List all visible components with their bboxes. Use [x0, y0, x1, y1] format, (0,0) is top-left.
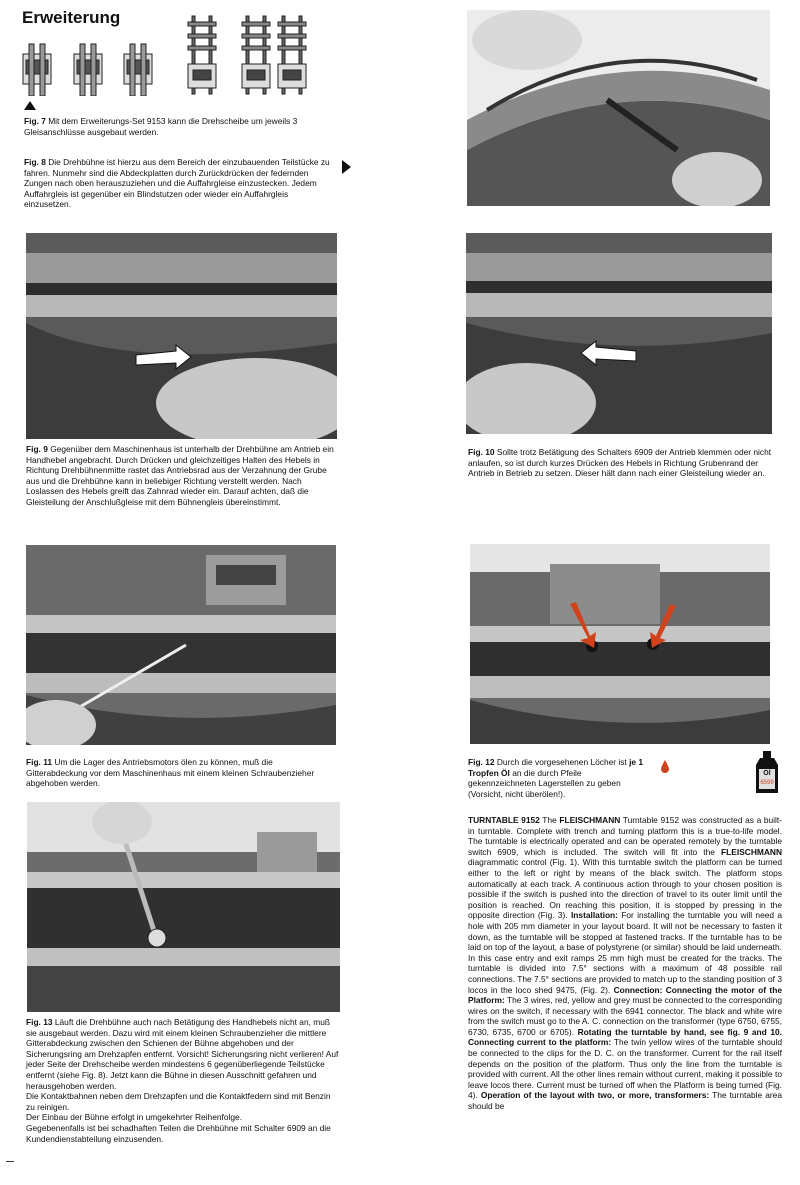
fig11-photo [26, 545, 336, 745]
fig8-caption [24, 157, 336, 210]
english-p5: The 3 wires, red, yellow and grey must be connected to the corresponding wires on the switch, if necessary with the 6941 connector. The black and white wire from the switch must go to the A. C. connection on the transformer (type 6750, 6755, 6730, 6735, 6700 or 6705). [468, 995, 782, 1037]
page-mark [6, 1161, 14, 1162]
fig13-text-a: Läuft die Drehbühne auch nach Betätigung des Handhebels nicht an, muß sie ausgebaut werden. Dazu wird mit einem kleinen Schraubenzieher die mittlere Gitterabdeckung zwischen den Schienen der Bühne abgehoben und der Sicherungsring am Drehzapfen entfernt. Vorsicht! Sicherungsring nicht verlieren! Auf jeder Seite der Drehscheibe werden mindestens 6 gegenüberliegende Teilstücke entfernt (siehe Fig. 8). Jetzt kann die Bühne in diesen Ausschnitt gefahren und herausgehoben werden. [26, 1017, 339, 1091]
fig10-caption [468, 447, 780, 479]
fig9-photo [26, 233, 337, 439]
english-h-conn: Connection: Connecting the motor of the Platform: [468, 984, 782, 1006]
english-h-rot: Rotating the turntable by hand, see fig. 9 and 10. Connecting current to the platform: [468, 1026, 782, 1048]
english-section [468, 815, 782, 1112]
oil-drop-icon [660, 760, 670, 774]
fig12-text-a: Durch die vorgesehenen Löcher ist [496, 757, 627, 767]
fig8-text: Die Drehbühne ist hierzu aus dem Bereich der einzubauenden Teilstücke zu fahren. Nunmehr sind die Abdeckplatten durch Zurückdrücken der federnden Zungen nach oben herauszuziehen und die Auffahrgleise einzustecken. Jedem Auffahrgleis ist gegenüber ein Blindstutzen oder wieder ein Auffahrgleis einzusetzen. [24, 157, 330, 210]
fig11-caption [26, 757, 336, 789]
fig13-text-d: Gegebenenfalls ist bei schadhaften Teilen die Drehbühne mit Schalter 6909 an die Kundendienstabteilung einzusenden. [26, 1122, 331, 1144]
english-p3: diagrammatic control (Fig. 1). With this turntable switch the platform can be turned either to the left or right by means of the black switch. The platform stops automatically at each track. A continuous action through to your chosen position is possible if the switch is pushed into the direction of travel to its outer limit until the position is reached. On reaching this position, it is stopped by pressing in the opposite direction (Fig. 3). [468, 857, 782, 921]
fig13-text-b: Die Kontaktbahnen neben dem Drehzapfen und die Kontaktfedern sind mit Benzin zu reinigen. [26, 1091, 331, 1112]
fig10-photo [466, 233, 772, 434]
fig13-caption [26, 1017, 340, 1144]
page-title: Erweiterung [22, 8, 121, 27]
english-p6: The twin yellow wires of the turntable should be connected to the clips for the D. C. on the transformer. Current for the rail itself depends on the position of the platform. Thus only the line from the turntable is provided with current. All the other lines remain without current, making it possible to leave locos there. Current must be turned off when the Platform is being turned (Fig. 4). [468, 1037, 782, 1101]
fig8-label: Fig. 8 [24, 157, 46, 167]
fig12-bold: je 1 Tropfen Öl [468, 757, 644, 778]
fig11-text: Um die Lager des Antriebsmotors ölen zu können, muß die Gitterabdeckung vor dem Maschinenhaus mit einem kleinen Schraubenzieher abgehoben werden. [26, 757, 315, 789]
fig9-text: Gegenüber dem Maschinenhaus ist unterhalb der Drehbühne am Antrieb ein Handhebel angebracht. Durch Drücken und gleichzeitiges Halten des Hebels in Richtung Drehbühnenmitte rastet das Antriebsrad aus der Verzahnung der Grube aus und die Drehbühne kann in beliebiger Richtung verstellt werden. Nach Loslassen des Hebels greift das Zahnrad wieder ein. Darauf achten, daß die Gleisteilung der Anschlußgleise mit dem Bühnengleis übereinstimmt. [26, 444, 334, 507]
bottle-label-top: Öl [763, 770, 771, 777]
fig9-label: Fig. 9 [26, 444, 48, 454]
fig11-label: Fig. 11 [26, 757, 53, 767]
fig12-text-b: an die durch Pfeile gekennzeichneten Lagerstellen zu geben (Vorsicht, nicht überölen!). [468, 767, 621, 799]
english-brand2: FLEISCHMANN [721, 846, 782, 857]
english-p4: For installing the turntable you will need a hole with 205 mm diameter in your layout board. It will not be necessary to fasten it down, as the turntable will be stopped at fastened tracks. If the turntable has to be laid on top of the layout, a base of polystyrene (or similar) should be laid underneath. In this case entry and exit ramps 25 mm high must be created for the tracks. The turntable is divided into 7.5° sections with a maximum of 48 possible rail connections. The 7.5° sections are provided to match up to the standing position of 3 locos in the loco shed 9475, (Fig. 2). [468, 910, 782, 995]
fig10-label: Fig. 10 [468, 447, 495, 457]
english-h-install: Installation: [570, 910, 618, 921]
english-p1: The [542, 815, 557, 825]
fig7-caption [24, 116, 336, 137]
pointer-up-icon [24, 101, 36, 110]
fig13-label: Fig. 13 [26, 1017, 53, 1027]
bottle-label-bottom: 6599 [760, 780, 774, 786]
fig13-text-c: Der Einbau der Bühne erfolgt in umgekehrter Reihenfolge. [26, 1112, 243, 1123]
fig7-label: Fig. 7 [24, 116, 46, 126]
pointer-right-icon [342, 160, 351, 174]
fig13-photo [27, 802, 340, 1012]
oil-bottle-icon [754, 751, 780, 793]
fig12-caption [468, 757, 648, 799]
english-p2: Turntable 9152 was constructed as a built-in turntable. Complete with trench and turning platform this is a true-to-life model. The turntable is electrically operated and can be operated remotely by the turntable switch 6909, which is included. The switch will fit into the [468, 815, 782, 857]
fig7-text: Mit dem Erweiterungs-Set 9153 kann die Drehscheibe um jeweils 3 Gleisanschlüsse ausgebaut werden. [24, 116, 298, 137]
fig7-illustration [20, 14, 310, 96]
fig12-photo [470, 544, 770, 744]
english-brand: FLEISCHMANN [559, 815, 621, 825]
fig12-label: Fig. 12 [468, 757, 495, 767]
fig10-text: Sollte trotz Betätigung des Schalters 6909 der Antrieb klemmen oder nicht anlaufen, so ist durch kurzes Drücken des Hebels in Richtung Grubenrand der Antrieb in Betrieb zu setzen. Dieser hält dann nach einer Gleisteilung wieder an. [468, 447, 772, 479]
english-h-op: Operation of the layout with two, or more, transformers: [480, 1090, 710, 1101]
fig9-caption [26, 444, 338, 508]
english-heading: TURNTABLE 9152 [468, 815, 540, 825]
fig8-photo [467, 10, 770, 206]
english-p7: The turntable area should be [468, 1090, 782, 1112]
